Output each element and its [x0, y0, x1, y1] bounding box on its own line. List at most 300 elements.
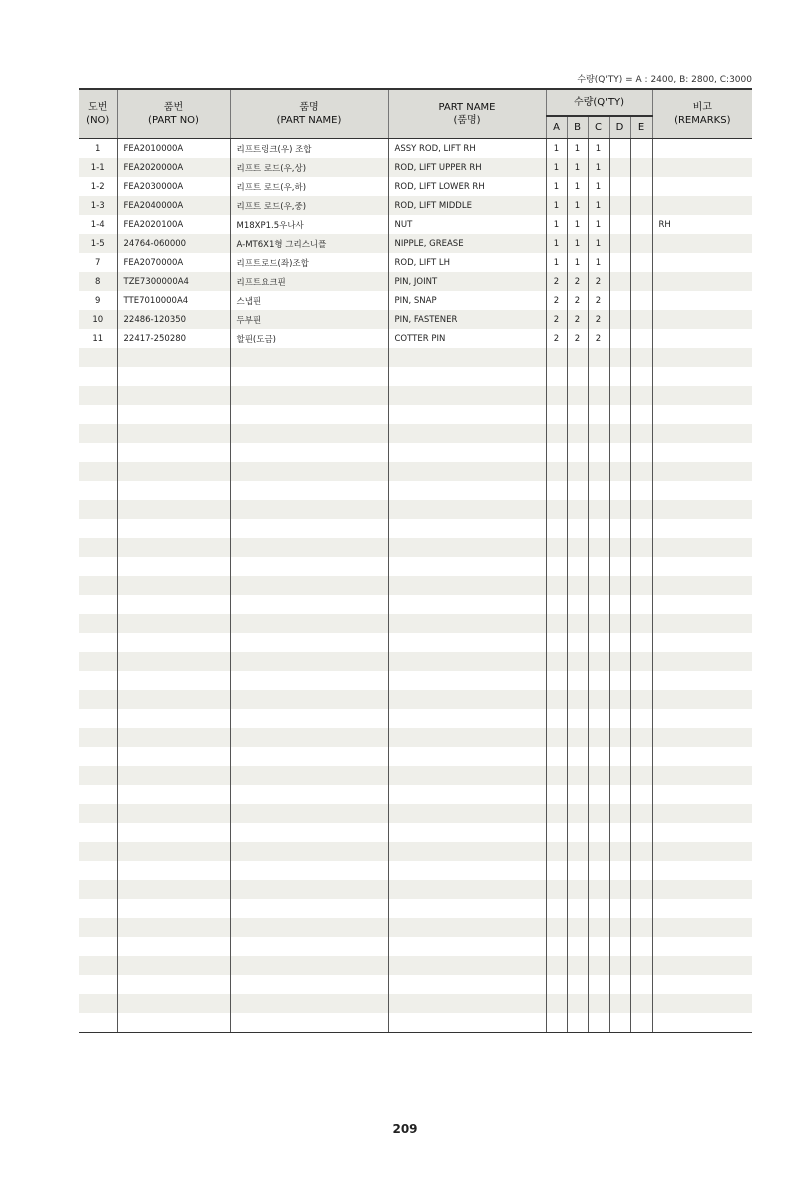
- row-name-ko: 리프트 로드(우,상): [230, 158, 388, 177]
- row-no: [79, 1013, 117, 1033]
- row-part-no: FEA2070000A: [117, 253, 230, 272]
- row-name-en: [388, 386, 546, 405]
- row-name-ko: [230, 880, 388, 899]
- row-qty-a: [546, 804, 567, 823]
- empty-row: [79, 975, 752, 994]
- row-name-en: [388, 614, 546, 633]
- row-qty-d: [609, 500, 630, 519]
- row-qty-d: [609, 386, 630, 405]
- row-qty-c: [588, 652, 609, 671]
- row-qty-a: 2: [546, 272, 567, 291]
- row-part-no: [117, 443, 230, 462]
- row-qty-d: [609, 880, 630, 899]
- row-qty-c: 1: [588, 253, 609, 272]
- row-part-no: [117, 709, 230, 728]
- row-qty-e: [630, 215, 652, 234]
- row-qty-d: [609, 690, 630, 709]
- row-qty-c: [588, 367, 609, 386]
- row-qty-e: [630, 234, 652, 253]
- row-no: [79, 861, 117, 880]
- row-no: 1-4: [79, 215, 117, 234]
- row-name-en: [388, 576, 546, 595]
- row-qty-a: [546, 956, 567, 975]
- row-qty-a: [546, 785, 567, 804]
- row-qty-a: [546, 557, 567, 576]
- empty-row: [79, 595, 752, 614]
- row-name-en: [388, 709, 546, 728]
- row-qty-a: [546, 405, 567, 424]
- row-name-ko: [230, 519, 388, 538]
- row-qty-c: [588, 785, 609, 804]
- row-part-no: FEA2030000A: [117, 177, 230, 196]
- row-qty-a: [546, 633, 567, 652]
- row-qty-e: [630, 405, 652, 424]
- row-qty-b: [567, 443, 588, 462]
- row-qty-d: [609, 747, 630, 766]
- row-qty-b: [567, 348, 588, 367]
- row-remarks: [652, 766, 752, 785]
- row-qty-b: [567, 918, 588, 937]
- row-no: 10: [79, 310, 117, 329]
- table-row: [79, 158, 752, 177]
- row-part-no: [117, 348, 230, 367]
- row-qty-e: [630, 177, 652, 196]
- row-qty-e: [630, 481, 652, 500]
- row-remarks: [652, 348, 752, 367]
- row-name-ko: 스냅핀: [230, 291, 388, 310]
- table-row: [79, 272, 752, 291]
- row-qty-b: [567, 1013, 588, 1033]
- row-qty-b: [567, 367, 588, 386]
- row-no: [79, 424, 117, 443]
- row-no: [79, 899, 117, 918]
- row-no: [79, 747, 117, 766]
- row-remarks: [652, 595, 752, 614]
- row-part-no: [117, 956, 230, 975]
- row-qty-a: 1: [546, 253, 567, 272]
- row-qty-c: [588, 842, 609, 861]
- row-qty-b: [567, 728, 588, 747]
- row-qty-d: [609, 994, 630, 1013]
- row-name-ko: [230, 690, 388, 709]
- row-qty-d: [609, 158, 630, 177]
- row-no: 7: [79, 253, 117, 272]
- row-name-ko: [230, 576, 388, 595]
- row-no: 8: [79, 272, 117, 291]
- row-qty-b: 2: [567, 310, 588, 329]
- row-remarks: [652, 975, 752, 994]
- row-remarks: [652, 367, 752, 386]
- row-name-ko: 리프트 로드(우,하): [230, 177, 388, 196]
- row-qty-a: [546, 576, 567, 595]
- row-remarks: [652, 272, 752, 291]
- empty-row: [79, 766, 752, 785]
- row-part-no: [117, 1013, 230, 1033]
- row-no: [79, 956, 117, 975]
- row-part-no: [117, 861, 230, 880]
- row-qty-e: [630, 918, 652, 937]
- row-qty-b: [567, 709, 588, 728]
- row-qty-d: [609, 728, 630, 747]
- row-qty-b: [567, 462, 588, 481]
- row-qty-b: 2: [567, 272, 588, 291]
- row-name-en: [388, 424, 546, 443]
- row-qty-c: [588, 462, 609, 481]
- row-qty-c: [588, 348, 609, 367]
- row-qty-c: [588, 576, 609, 595]
- row-name-en: [388, 348, 546, 367]
- row-qty-b: 1: [567, 253, 588, 272]
- row-qty-e: [630, 1013, 652, 1033]
- row-qty-e: [630, 348, 652, 367]
- row-qty-c: 2: [588, 310, 609, 329]
- row-name-en: [388, 671, 546, 690]
- row-name-ko: [230, 709, 388, 728]
- row-qty-c: 1: [588, 215, 609, 234]
- row-qty-a: [546, 861, 567, 880]
- row-remarks: [652, 196, 752, 215]
- row-name-ko: A-MT6X1형 그리스니플: [230, 234, 388, 253]
- row-qty-c: [588, 994, 609, 1013]
- row-qty-d: [609, 937, 630, 956]
- row-no: [79, 367, 117, 386]
- row-qty-b: [567, 500, 588, 519]
- empty-row: [79, 557, 752, 576]
- row-qty-e: [630, 937, 652, 956]
- row-qty-a: [546, 519, 567, 538]
- row-part-no: [117, 728, 230, 747]
- empty-row: [79, 728, 752, 747]
- row-name-ko: [230, 747, 388, 766]
- row-qty-d: [609, 291, 630, 310]
- row-name-en: [388, 918, 546, 937]
- row-name-en: [388, 804, 546, 823]
- row-no: [79, 443, 117, 462]
- empty-row: [79, 1013, 752, 1033]
- row-qty-d: [609, 595, 630, 614]
- row-qty-a: [546, 348, 567, 367]
- col-header-no: 도번 (NO): [79, 89, 117, 139]
- row-part-no: [117, 671, 230, 690]
- empty-row: [79, 405, 752, 424]
- quantity-note: 수량(Q'TY) = A : 2400, B: 2800, C:3000: [577, 75, 752, 85]
- col-header-qty: 수량(Q'TY): [546, 89, 652, 116]
- row-part-no: [117, 690, 230, 709]
- row-no: [79, 880, 117, 899]
- row-name-en: ROD, LIFT UPPER RH: [388, 158, 546, 177]
- row-qty-a: [546, 671, 567, 690]
- row-name-ko: [230, 614, 388, 633]
- empty-row: [79, 538, 752, 557]
- row-no: [79, 652, 117, 671]
- row-qty-a: [546, 652, 567, 671]
- row-no: [79, 709, 117, 728]
- row-qty-b: [567, 766, 588, 785]
- row-name-en: ASSY ROD, LIFT RH: [388, 139, 546, 159]
- row-remarks: [652, 842, 752, 861]
- row-name-ko: [230, 557, 388, 576]
- row-part-no: FEA2020100A: [117, 215, 230, 234]
- row-name-en: [388, 519, 546, 538]
- row-name-en: [388, 690, 546, 709]
- row-remarks: [652, 690, 752, 709]
- row-qty-e: [630, 253, 652, 272]
- row-qty-d: [609, 804, 630, 823]
- row-remarks: RH: [652, 215, 752, 234]
- row-qty-b: [567, 937, 588, 956]
- row-qty-d: [609, 329, 630, 348]
- row-name-ko: [230, 538, 388, 557]
- row-remarks: [652, 614, 752, 633]
- row-qty-d: [609, 310, 630, 329]
- row-qty-d: [609, 576, 630, 595]
- row-qty-d: [609, 614, 630, 633]
- row-qty-a: [546, 462, 567, 481]
- row-qty-c: [588, 766, 609, 785]
- row-no: [79, 595, 117, 614]
- row-name-en: [388, 747, 546, 766]
- row-qty-d: [609, 766, 630, 785]
- row-name-en: [388, 937, 546, 956]
- row-part-no: [117, 481, 230, 500]
- empty-row: [79, 367, 752, 386]
- row-qty-b: [567, 671, 588, 690]
- row-remarks: [652, 785, 752, 804]
- row-name-ko: [230, 804, 388, 823]
- row-qty-a: [546, 1013, 567, 1033]
- row-name-en: [388, 538, 546, 557]
- row-qty-e: [630, 709, 652, 728]
- empty-row: [79, 424, 752, 443]
- row-name-ko: [230, 975, 388, 994]
- row-qty-e: [630, 519, 652, 538]
- row-qty-b: [567, 652, 588, 671]
- row-qty-a: [546, 500, 567, 519]
- empty-row: [79, 880, 752, 899]
- row-name-ko: [230, 462, 388, 481]
- row-qty-a: [546, 842, 567, 861]
- row-qty-b: [567, 538, 588, 557]
- col-header-name-ko: 품명 (PART NAME): [230, 89, 388, 139]
- empty-row: [79, 709, 752, 728]
- row-qty-e: [630, 842, 652, 861]
- row-remarks: [652, 500, 752, 519]
- empty-row: [79, 671, 752, 690]
- row-qty-b: 2: [567, 329, 588, 348]
- row-qty-a: 1: [546, 158, 567, 177]
- row-qty-e: [630, 880, 652, 899]
- row-qty-c: [588, 519, 609, 538]
- row-name-en: COTTER PIN: [388, 329, 546, 348]
- row-part-no: [117, 785, 230, 804]
- row-qty-a: [546, 538, 567, 557]
- row-qty-b: 1: [567, 234, 588, 253]
- row-qty-e: [630, 690, 652, 709]
- row-no: [79, 633, 117, 652]
- empty-row: [79, 690, 752, 709]
- row-qty-d: [609, 709, 630, 728]
- row-part-no: [117, 633, 230, 652]
- empty-row: [79, 348, 752, 367]
- row-qty-d: [609, 443, 630, 462]
- row-name-en: PIN, FASTENER: [388, 310, 546, 329]
- row-name-ko: [230, 785, 388, 804]
- row-qty-a: [546, 747, 567, 766]
- row-part-no: [117, 386, 230, 405]
- row-no: [79, 918, 117, 937]
- row-qty-b: [567, 424, 588, 443]
- empty-row: [79, 633, 752, 652]
- row-qty-b: [567, 633, 588, 652]
- row-name-ko: [230, 994, 388, 1013]
- row-remarks: [652, 728, 752, 747]
- row-qty-c: [588, 880, 609, 899]
- row-name-ko: 리프트 로드(우,중): [230, 196, 388, 215]
- row-remarks: [652, 671, 752, 690]
- row-part-no: TZE7300000A4: [117, 272, 230, 291]
- row-no: [79, 690, 117, 709]
- row-qty-d: [609, 671, 630, 690]
- row-qty-b: [567, 842, 588, 861]
- row-qty-b: [567, 519, 588, 538]
- row-name-ko: [230, 652, 388, 671]
- row-name-en: [388, 842, 546, 861]
- row-qty-b: 1: [567, 215, 588, 234]
- row-qty-a: 2: [546, 291, 567, 310]
- row-qty-b: [567, 386, 588, 405]
- row-qty-d: [609, 823, 630, 842]
- empty-row: [79, 994, 752, 1013]
- row-name-ko: [230, 595, 388, 614]
- row-no: [79, 348, 117, 367]
- row-part-no: [117, 462, 230, 481]
- row-name-ko: [230, 671, 388, 690]
- row-qty-c: 1: [588, 234, 609, 253]
- row-part-no: [117, 823, 230, 842]
- col-header-qty-d: D: [609, 116, 630, 139]
- row-remarks: [652, 1013, 752, 1033]
- row-name-ko: 리프트링크(우) 조합: [230, 139, 388, 159]
- row-part-no: [117, 557, 230, 576]
- row-no: 1-3: [79, 196, 117, 215]
- row-name-en: [388, 481, 546, 500]
- row-part-no: [117, 842, 230, 861]
- row-no: 1: [79, 139, 117, 159]
- empty-row: [79, 785, 752, 804]
- row-qty-b: [567, 614, 588, 633]
- row-name-ko: [230, 766, 388, 785]
- row-qty-c: [588, 557, 609, 576]
- table-row: [79, 196, 752, 215]
- row-remarks: [652, 880, 752, 899]
- row-remarks: [652, 899, 752, 918]
- row-qty-a: [546, 595, 567, 614]
- row-name-ko: [230, 443, 388, 462]
- row-qty-d: [609, 481, 630, 500]
- row-qty-c: [588, 918, 609, 937]
- row-qty-a: 1: [546, 177, 567, 196]
- row-qty-b: [567, 861, 588, 880]
- row-qty-b: [567, 481, 588, 500]
- row-name-en: PIN, SNAP: [388, 291, 546, 310]
- row-name-ko: [230, 937, 388, 956]
- empty-row: [79, 804, 752, 823]
- row-remarks: [652, 519, 752, 538]
- row-qty-c: [588, 975, 609, 994]
- row-name-ko: [230, 633, 388, 652]
- row-qty-c: [588, 633, 609, 652]
- row-qty-e: [630, 196, 652, 215]
- row-name-en: NIPPLE, GREASE: [388, 234, 546, 253]
- empty-row: [79, 861, 752, 880]
- row-qty-c: [588, 823, 609, 842]
- row-part-no: [117, 405, 230, 424]
- row-name-en: PIN, JOINT: [388, 272, 546, 291]
- col-header-part-no: 품번 (PART NO): [117, 89, 230, 139]
- row-qty-b: [567, 956, 588, 975]
- empty-row: [79, 652, 752, 671]
- row-part-no: FEA2020000A: [117, 158, 230, 177]
- row-no: [79, 823, 117, 842]
- row-qty-c: [588, 709, 609, 728]
- row-qty-b: 1: [567, 196, 588, 215]
- row-part-no: [117, 576, 230, 595]
- row-name-en: [388, 975, 546, 994]
- row-name-en: [388, 652, 546, 671]
- row-name-ko: [230, 405, 388, 424]
- row-part-no: [117, 937, 230, 956]
- row-name-en: [388, 880, 546, 899]
- row-name-ko: [230, 861, 388, 880]
- row-qty-c: [588, 956, 609, 975]
- row-qty-d: [609, 519, 630, 538]
- row-no: [79, 937, 117, 956]
- row-part-no: 22486-120350: [117, 310, 230, 329]
- row-remarks: [652, 823, 752, 842]
- row-qty-e: [630, 804, 652, 823]
- row-qty-a: 1: [546, 234, 567, 253]
- row-qty-e: [630, 899, 652, 918]
- row-remarks: [652, 234, 752, 253]
- row-qty-a: [546, 880, 567, 899]
- row-qty-e: [630, 443, 652, 462]
- row-qty-d: [609, 272, 630, 291]
- row-qty-a: 1: [546, 215, 567, 234]
- table-row: [79, 310, 752, 329]
- row-qty-d: [609, 899, 630, 918]
- row-no: [79, 804, 117, 823]
- row-name-en: ROD, LIFT LH: [388, 253, 546, 272]
- row-part-no: [117, 367, 230, 386]
- row-qty-c: 1: [588, 139, 609, 159]
- row-part-no: [117, 899, 230, 918]
- row-qty-d: [609, 1013, 630, 1033]
- row-qty-b: 1: [567, 139, 588, 159]
- row-name-ko: 두부핀: [230, 310, 388, 329]
- row-qty-e: [630, 367, 652, 386]
- row-qty-c: [588, 747, 609, 766]
- row-name-en: ROD, LIFT LOWER RH: [388, 177, 546, 196]
- row-remarks: [652, 538, 752, 557]
- row-name-en: [388, 728, 546, 747]
- row-no: [79, 785, 117, 804]
- table-row: [79, 139, 752, 159]
- row-qty-b: 2: [567, 291, 588, 310]
- row-qty-a: [546, 766, 567, 785]
- row-no: [79, 462, 117, 481]
- row-qty-e: [630, 158, 652, 177]
- page-number: 209: [392, 1122, 418, 1136]
